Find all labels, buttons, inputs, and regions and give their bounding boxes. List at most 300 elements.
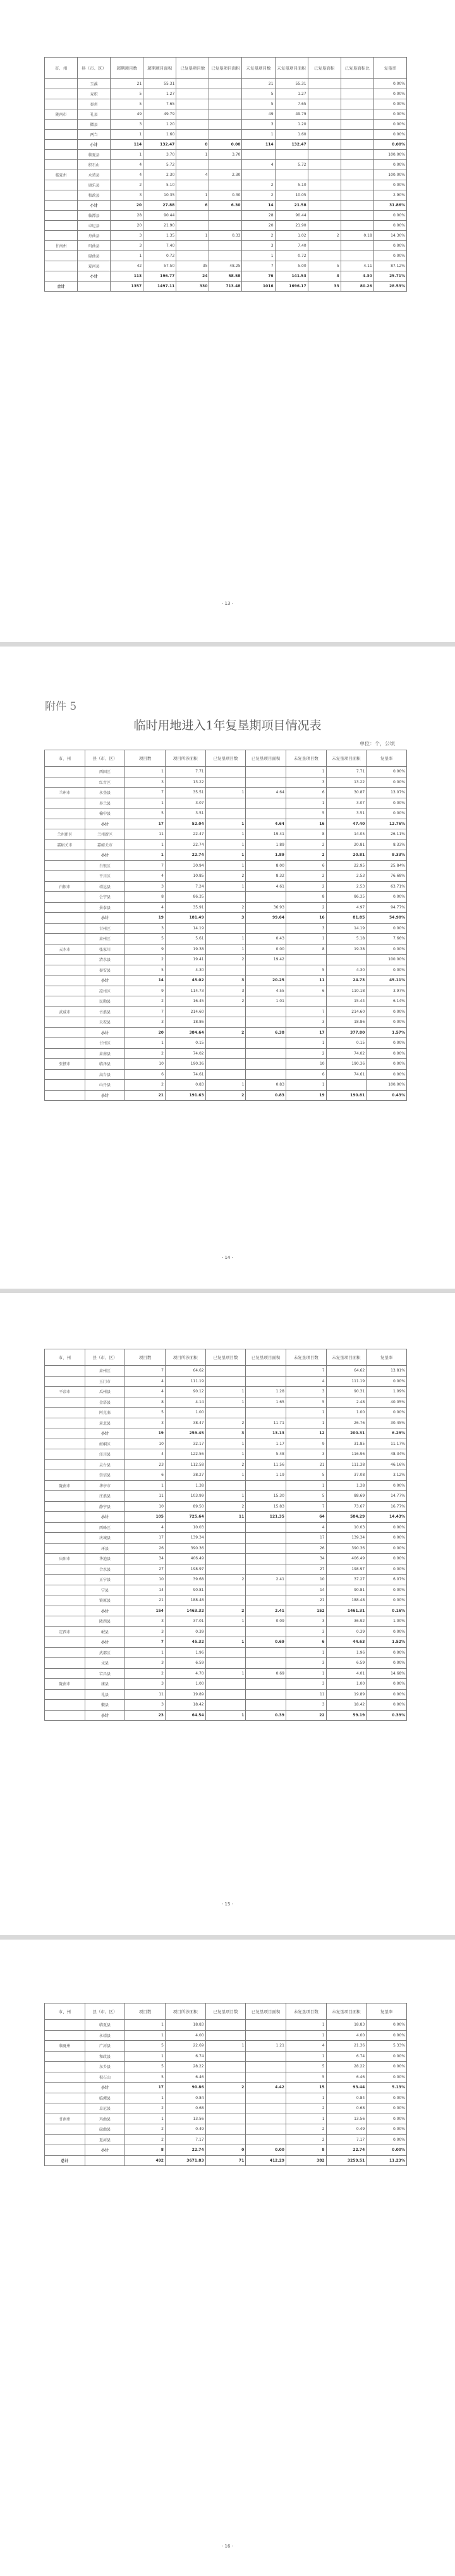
table-cell: 1.28 — [246, 1387, 286, 1397]
table-cell: 188.48 — [165, 1595, 205, 1606]
table-row — [45, 1564, 407, 1575]
table-cell: 0.00% — [367, 1658, 407, 1669]
table-cell — [205, 1366, 246, 1377]
table-cell: 15.83 — [246, 1501, 286, 1512]
table-cell: 14.05 — [326, 829, 367, 840]
table-cell: 7.24 — [165, 881, 205, 892]
table-cell: 31.85 — [326, 1439, 367, 1449]
table-cell: 白银区 — [85, 860, 125, 871]
table-cell: 36.93 — [246, 902, 286, 913]
column-header: 已复垦项目面积 — [246, 750, 286, 767]
table-cell: 4.00 — [165, 2030, 205, 2041]
table-cell — [45, 1522, 85, 1533]
table-cell: 10.85 — [165, 871, 205, 882]
subtotal-row — [45, 271, 407, 282]
table-cell: 5 — [286, 1491, 326, 1502]
table-cell: 58.58 — [209, 271, 242, 282]
table-cell: 52.04 — [165, 819, 205, 829]
table-cell: 6.29% — [367, 1428, 407, 1439]
table-cell: 1 — [205, 860, 246, 871]
table-cell: 碌曲县 — [78, 251, 111, 261]
table-cell: 5.18 — [326, 934, 367, 944]
column-header: 超期项目面积 — [143, 58, 176, 79]
table-cell: 6.46 — [165, 2072, 205, 2083]
table-cell: 2.30 — [143, 170, 176, 180]
table-cell: 嘉峪关市 — [45, 839, 85, 850]
table-cell: 4.30 — [165, 965, 205, 975]
column-header: 复垦率 — [367, 1349, 407, 1366]
table-cell — [341, 140, 373, 150]
one-year-reclamation-table — [44, 750, 407, 1101]
table-cell — [246, 777, 286, 788]
table-cell: 35.51 — [165, 788, 205, 798]
table-cell: 广河县 — [85, 2041, 125, 2052]
column-header: 未复垦项目面积 — [326, 2003, 367, 2020]
table-cell — [205, 965, 246, 975]
table-cell: 1 — [125, 1038, 166, 1049]
table-cell: 0.00% — [373, 89, 406, 99]
table-cell: 154 — [125, 1606, 166, 1616]
table-cell: 0.00% — [367, 1679, 407, 1690]
table-row — [45, 1439, 407, 1449]
table-cell: 214.60 — [326, 1006, 367, 1017]
table-cell: 0.00% — [367, 2093, 407, 2103]
table-cell — [205, 1017, 246, 1028]
table-cell: 甘南州 — [45, 2114, 85, 2124]
table-cell — [246, 2020, 286, 2031]
table-cell — [246, 1048, 286, 1059]
table-cell: 0.00% — [367, 1647, 407, 1658]
table-cell: 0.00 — [246, 944, 286, 955]
table-cell: 110.18 — [326, 986, 367, 996]
table-cell: 18.86 — [165, 1017, 205, 1028]
table-cell — [45, 2030, 85, 2041]
table-cell — [308, 160, 341, 170]
table-cell: 2 — [205, 871, 246, 882]
table-cell — [45, 965, 85, 975]
table-cell: 1 — [286, 1038, 326, 1049]
table-cell: 1 — [205, 1637, 246, 1648]
table-cell: 37.01 — [165, 1616, 205, 1627]
table-row — [45, 923, 407, 934]
table-cell: 康县 — [85, 1679, 125, 1690]
table-cell — [246, 798, 286, 808]
table-cell: 1.21 — [246, 2041, 286, 2052]
table-cell: 0.39 — [246, 1710, 286, 1721]
table-cell: 3 — [286, 1658, 326, 1669]
table-cell: 0.00% — [373, 99, 406, 109]
table-cell: 22.74 — [165, 839, 205, 850]
subtotal-row — [45, 2083, 407, 2093]
table-row — [45, 829, 407, 840]
table-row — [45, 120, 407, 130]
table-cell: 正宁县 — [85, 1575, 125, 1585]
table-cell: 1.65 — [246, 1397, 286, 1408]
table-cell: 康乐县 — [78, 180, 111, 190]
table-cell: 0.83 — [246, 1090, 286, 1101]
table-row — [45, 1554, 407, 1564]
table-cell: 64 — [286, 1512, 326, 1523]
table-cell — [209, 130, 242, 140]
table-cell: 35.91 — [165, 902, 205, 913]
table-cell — [45, 986, 85, 996]
table-cell: 21.58 — [275, 201, 308, 211]
table-cell: 环县 — [85, 1543, 125, 1554]
table-cell: 20 — [111, 221, 143, 231]
table-cell: 9 — [125, 986, 166, 996]
table-cell — [205, 1480, 246, 1491]
table-cell: 2 — [286, 902, 326, 913]
table-row — [45, 1658, 407, 1669]
table-cell: 19.41 — [165, 955, 205, 965]
table-cell: 5 — [308, 261, 341, 271]
table-cell: 9 — [125, 944, 166, 955]
table-cell — [205, 2103, 246, 2114]
table-cell: 114 — [111, 140, 143, 150]
table-cell: 0.00% — [373, 79, 406, 89]
table-cell: 小计 — [78, 271, 111, 282]
table-cell: 20.81 — [326, 850, 367, 861]
column-header: 已复垦项目数 — [205, 750, 246, 767]
table-cell — [246, 1647, 286, 1658]
table-cell: 临夏县 — [78, 150, 111, 160]
table-cell — [205, 2114, 246, 2124]
table-cell: 1.00 — [326, 1679, 367, 1690]
table-cell: 4 — [242, 160, 275, 170]
table-cell: 0.39% — [367, 1710, 407, 1721]
table-row — [45, 1533, 407, 1544]
subtotal-row — [45, 819, 407, 829]
table-cell: 1 — [286, 1668, 326, 1679]
table-cell — [45, 99, 78, 109]
table-cell: 103.99 — [165, 1491, 205, 1502]
table-cell: 100.00% — [373, 170, 406, 180]
table-cell: 0.00% — [373, 241, 406, 251]
table-cell: 6.59 — [165, 1658, 205, 1669]
table-cell: 兰州新区 — [85, 829, 125, 840]
table-header-row — [45, 58, 407, 79]
table-row — [45, 860, 407, 871]
table-cell: 190.81 — [326, 1090, 367, 1101]
table-cell: 59.19 — [326, 1710, 367, 1721]
table-cell — [308, 150, 341, 160]
table-cell: 111.38 — [326, 1459, 367, 1470]
table-row — [45, 1387, 407, 1397]
table-cell — [246, 923, 286, 934]
table-cell: 天水市 — [45, 944, 85, 955]
table-cell — [45, 261, 78, 271]
table-cell: 4 — [286, 1522, 326, 1533]
table-cell — [205, 1700, 246, 1711]
table-cell: 5 — [125, 934, 166, 944]
table-cell: 夏河县 — [85, 2134, 125, 2145]
table-row — [45, 1038, 407, 1049]
table-cell: 小计 — [85, 1090, 125, 1101]
table-cell: 1 — [111, 130, 143, 140]
table-cell — [45, 1048, 85, 1059]
table-cell: 46.16% — [367, 1459, 407, 1470]
table-cell: 凉州区 — [85, 986, 125, 996]
table-cell — [246, 1595, 286, 1606]
table-cell: 0.00% — [367, 892, 407, 903]
table-cell — [45, 190, 78, 201]
column-header: 县（市、区） — [85, 750, 125, 767]
table-row — [45, 1668, 407, 1679]
subtotal-row — [45, 1090, 407, 1101]
table-cell: 1 — [205, 1616, 246, 1627]
table-cell: 584.29 — [326, 1512, 367, 1523]
table-cell: 4.11 — [341, 261, 373, 271]
table-cell: 139.34 — [326, 1533, 367, 1544]
table-cell: 26 — [125, 1543, 166, 1554]
table-cell — [209, 89, 242, 99]
table-cell: 198.97 — [326, 1564, 367, 1575]
table-cell: 3 — [111, 241, 143, 251]
total-row — [45, 282, 407, 292]
table-cell — [308, 180, 341, 190]
table-cell — [308, 211, 341, 221]
table-cell: 文县 — [85, 1658, 125, 1669]
table-cell: 1 — [125, 850, 166, 861]
table-cell: 3 — [286, 1387, 326, 1397]
table-cell: 45.11% — [367, 975, 407, 986]
table-cell — [45, 934, 85, 944]
table-cell: 7.66% — [367, 934, 407, 944]
table-cell: 10.03 — [326, 1522, 367, 1533]
table-cell: 64.62 — [165, 1366, 205, 1377]
table-cell: 0.00% — [373, 120, 406, 130]
table-cell: 0.84 — [326, 2093, 367, 2103]
table-cell: 24 — [176, 271, 209, 282]
page-number: - 14 - — [221, 1255, 234, 1260]
table-cell: 1 — [111, 150, 143, 160]
table-cell: 1 — [125, 2030, 166, 2041]
table-cell — [209, 109, 242, 120]
unit-label: 单位：个，公顷 — [360, 741, 395, 746]
table-cell — [205, 1564, 246, 1575]
table-cell — [205, 2093, 246, 2103]
table-cell: 2 — [125, 1668, 166, 1679]
table-cell: 1 — [242, 130, 275, 140]
table-cell: 小计 — [85, 1027, 125, 1038]
table-cell: 2 — [286, 839, 326, 850]
table-cell: 3 — [286, 777, 326, 788]
table-cell: 总计 — [45, 2155, 85, 2166]
table-cell: 0.00% — [367, 2114, 407, 2124]
table-cell: 39.68 — [165, 1575, 205, 1585]
table-cell: 3 — [125, 777, 166, 788]
table-cell: 2 — [205, 1090, 246, 1101]
table-cell: 陇南市 — [45, 1480, 85, 1491]
column-header: 县（市、区） — [85, 2003, 125, 2020]
table-cell: 1016 — [242, 282, 275, 292]
table-row — [45, 777, 407, 788]
table-cell — [45, 1470, 85, 1481]
table-row — [45, 221, 407, 231]
table-cell: 肃州区 — [85, 934, 125, 944]
table-cell: 1497.11 — [143, 282, 176, 292]
table-cell: 1.27 — [275, 89, 308, 99]
one-year-reclamation-table-end — [44, 2003, 407, 2166]
table-cell: 11 — [286, 1689, 326, 1700]
table-cell — [85, 2155, 125, 2166]
table-cell: 1.60 — [143, 130, 176, 140]
table-cell: 88.69 — [326, 1491, 367, 1502]
table-cell: 临夏州 — [45, 2041, 85, 2052]
table-cell: 16.77% — [367, 1501, 407, 1512]
table-row — [45, 1017, 407, 1028]
table-cell — [246, 1679, 286, 1690]
table-cell: 武都区 — [85, 1647, 125, 1658]
table-cell: 1696.17 — [275, 282, 308, 292]
table-cell: 6 — [125, 1069, 166, 1080]
table-cell — [246, 1038, 286, 1049]
table-cell: 0.15 — [165, 1038, 205, 1049]
table-cell: 37.27 — [326, 1575, 367, 1585]
table-cell — [246, 1366, 286, 1377]
table-cell: 4 — [125, 871, 166, 882]
table-cell: 13.13 — [246, 1428, 286, 1439]
table-cell: 22.74 — [165, 2145, 205, 2156]
table-row — [45, 160, 407, 170]
table-cell: 1.09% — [367, 1387, 407, 1397]
table-cell — [45, 2145, 85, 2156]
table-cell: 0.72 — [143, 251, 176, 261]
table-cell: 1.01 — [246, 996, 286, 1007]
table-cell — [246, 1376, 286, 1387]
table-cell: 90.86 — [165, 2083, 205, 2093]
table-cell: 64.54 — [165, 1710, 205, 1721]
table-cell: 13.07% — [367, 788, 407, 798]
table-cell: 天祝县 — [85, 1017, 125, 1028]
table-cell: 0.00% — [367, 2145, 407, 2156]
table-cell: 5 — [286, 2062, 326, 2072]
table-cell: 6 — [286, 986, 326, 996]
table-cell: 1.38 — [165, 1480, 205, 1491]
table-cell: 5.10 — [275, 180, 308, 190]
table-cell: 灵台县 — [85, 1459, 125, 1470]
table-cell — [205, 798, 246, 808]
table-cell: 2 — [205, 1501, 246, 1512]
table-cell — [45, 2093, 85, 2103]
table-row — [45, 1366, 407, 1377]
table-cell: 492 — [125, 2155, 166, 2166]
column-header: 项目所涉面积 — [165, 750, 205, 767]
table-cell: 1 — [125, 2114, 166, 2124]
table-cell: 22.74 — [165, 850, 205, 861]
table-cell: 19.89 — [326, 1689, 367, 1700]
table-cell: 4 — [111, 160, 143, 170]
subtotal-row — [45, 1512, 407, 1523]
table-cell: 徽县 — [85, 1700, 125, 1711]
table-cell: 45.02 — [165, 975, 205, 986]
table-row — [45, 1059, 407, 1070]
table-cell — [209, 79, 242, 89]
table-cell — [341, 120, 373, 130]
table-cell — [246, 892, 286, 903]
table-cell: 24.73 — [326, 975, 367, 986]
table-cell: 甘州区 — [85, 923, 125, 934]
table-cell: 玉门市 — [85, 1376, 125, 1387]
table-cell: 华亭市 — [85, 1480, 125, 1491]
table-cell: 141.53 — [275, 271, 308, 282]
table-row — [45, 996, 407, 1007]
table-cell: 高台县 — [85, 1069, 125, 1080]
table-cell: 0.00% — [373, 160, 406, 170]
table-cell: 15 — [286, 2083, 326, 2093]
table-cell: 碌曲县 — [85, 2124, 125, 2135]
table-cell: 0.00% — [373, 211, 406, 221]
table-cell: 30.94 — [165, 860, 205, 871]
table-cell: 5.10 — [143, 180, 176, 190]
table-cell: 0.00% — [367, 1017, 407, 1028]
table-cell: 1 — [205, 944, 246, 955]
table-cell: 7 — [125, 860, 166, 871]
table-cell: 1.19 — [246, 1470, 286, 1481]
table-row — [45, 1397, 407, 1408]
table-cell: 2.41 — [246, 1606, 286, 1616]
table-cell — [275, 150, 308, 160]
table-cell: 小计 — [85, 1606, 125, 1616]
table-cell: 20 — [111, 201, 143, 211]
table-cell: 384.64 — [165, 1027, 205, 1038]
table-cell: 2.41 — [246, 1575, 286, 1585]
table-row — [45, 1543, 407, 1554]
table-cell: 13.81% — [367, 1366, 407, 1377]
table-cell — [308, 79, 341, 89]
table-cell: 永登县 — [85, 788, 125, 798]
table-cell — [205, 1408, 246, 1418]
table-cell: 张家川 — [85, 944, 125, 955]
table-cell: 13.56 — [326, 2114, 367, 2124]
table-cell — [45, 923, 85, 934]
table-cell: 玉溪 — [78, 79, 111, 89]
table-cell — [45, 996, 85, 1007]
table-cell: 小计 — [78, 201, 111, 211]
table-cell: 1463.32 — [165, 1606, 205, 1616]
table-cell: 会宁县 — [85, 892, 125, 903]
table-cell: 5 — [125, 808, 166, 819]
table-cell: 36.92 — [326, 1616, 367, 1627]
table-cell: 0.00% — [367, 798, 407, 808]
subtotal-row — [45, 201, 407, 211]
table-cell: 3 — [286, 1616, 326, 1627]
table-cell — [45, 1090, 85, 1101]
table-cell: 2.53 — [326, 881, 367, 892]
table-cell: 小计 — [85, 1512, 125, 1523]
table-cell: 74.61 — [165, 1069, 205, 1080]
table-cell: 188.48 — [326, 1595, 367, 1606]
table-cell: 1 — [205, 1080, 246, 1091]
table-cell: 2 — [205, 1575, 246, 1585]
table-cell: 1 — [286, 767, 326, 777]
table-cell: 2 — [125, 2103, 166, 2114]
column-header: 已复垦项目面积 — [246, 1349, 286, 1366]
table-cell: 10 — [125, 1439, 166, 1449]
table-cell: 1.52% — [367, 1637, 407, 1648]
table-cell: 小计 — [85, 975, 125, 986]
table-cell: 2 — [205, 1606, 246, 1616]
table-cell: 80.26 — [341, 282, 373, 292]
table-cell: 21 — [125, 1090, 166, 1101]
table-cell: 岷县 — [85, 1626, 125, 1637]
table-cell — [176, 160, 209, 170]
table-cell: 14.43% — [367, 1512, 407, 1523]
table-cell: 陇西县 — [85, 1616, 125, 1627]
table-cell: 390.36 — [165, 1543, 205, 1554]
table-row — [45, 871, 407, 882]
table-cell: 21 — [242, 79, 275, 89]
